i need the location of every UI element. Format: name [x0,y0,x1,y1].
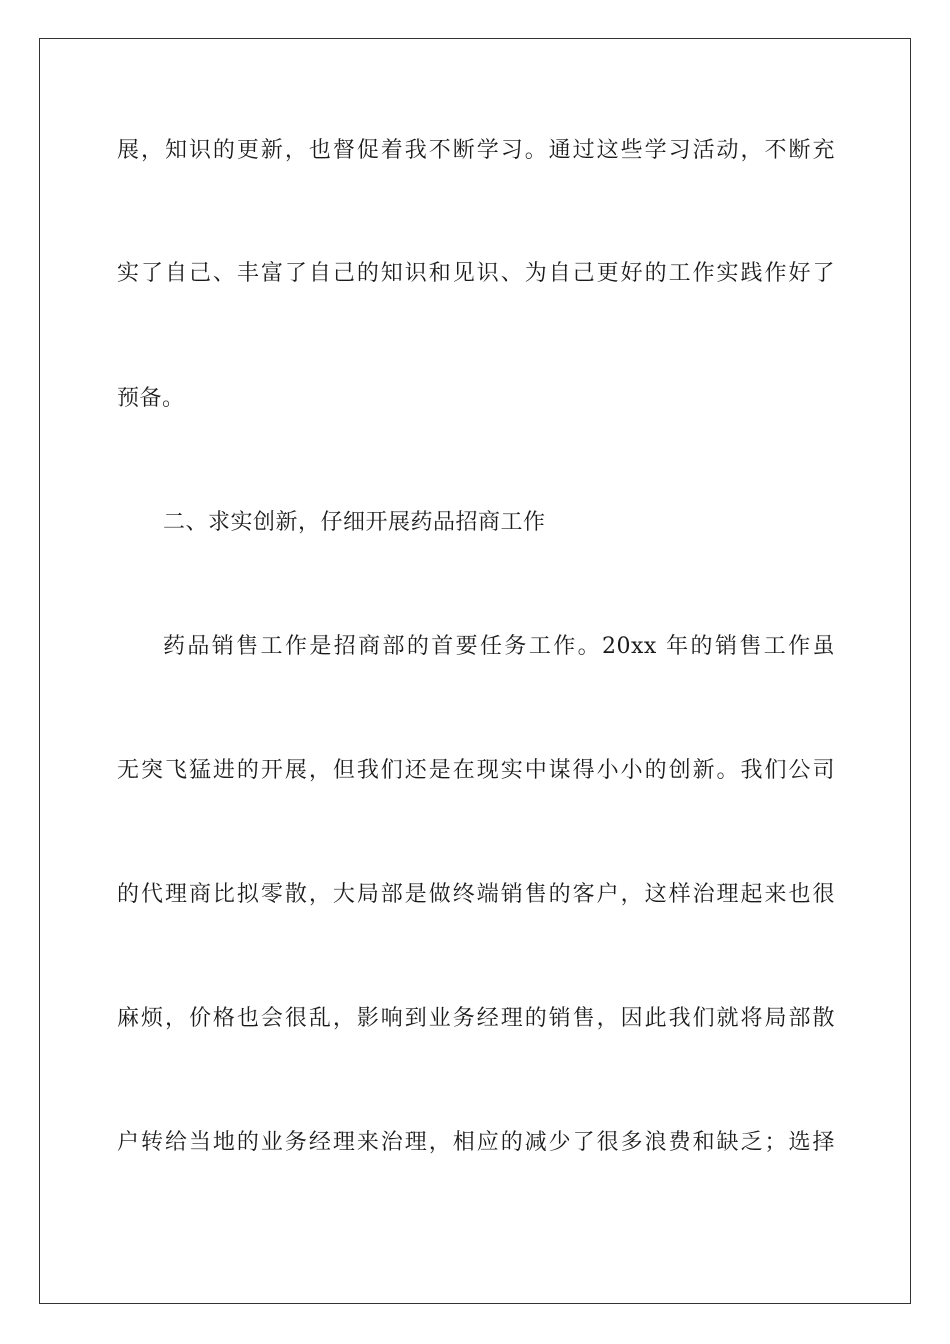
paragraph-line-1: 展，知识的更新，也督促着我不断学习。通过这些学习活动，不断充 [117,138,835,163]
paragraph-line-5: 药品销售工作是招商部的首要任务工作。20xx 年的销售工作虽 [163,634,835,659]
paragraph-line-8: 麻烦，价格也会很乱，影响到业务经理的销售，因此我们就将局部散 [117,1006,835,1031]
page-border [39,38,911,1304]
paragraph-line-3: 预备。 [117,386,185,411]
section-heading: 二、求实创新，仔细开展药品招商工作 [163,510,546,535]
paragraph-line-2: 实了自己、丰富了自己的知识和见识、为自己更好的工作实践作好了 [117,261,835,286]
paragraph-line-7: 的代理商比拟零散，大局部是做终端销售的客户，这样治理起来也很 [117,882,835,907]
paragraph-line-9: 户转给当地的业务经理来治理，相应的减少了很多浪费和缺乏；选择 [117,1130,835,1155]
paragraph-line-6: 无突飞猛进的开展，但我们还是在现实中谋得小小的创新。我们公司 [117,758,835,783]
